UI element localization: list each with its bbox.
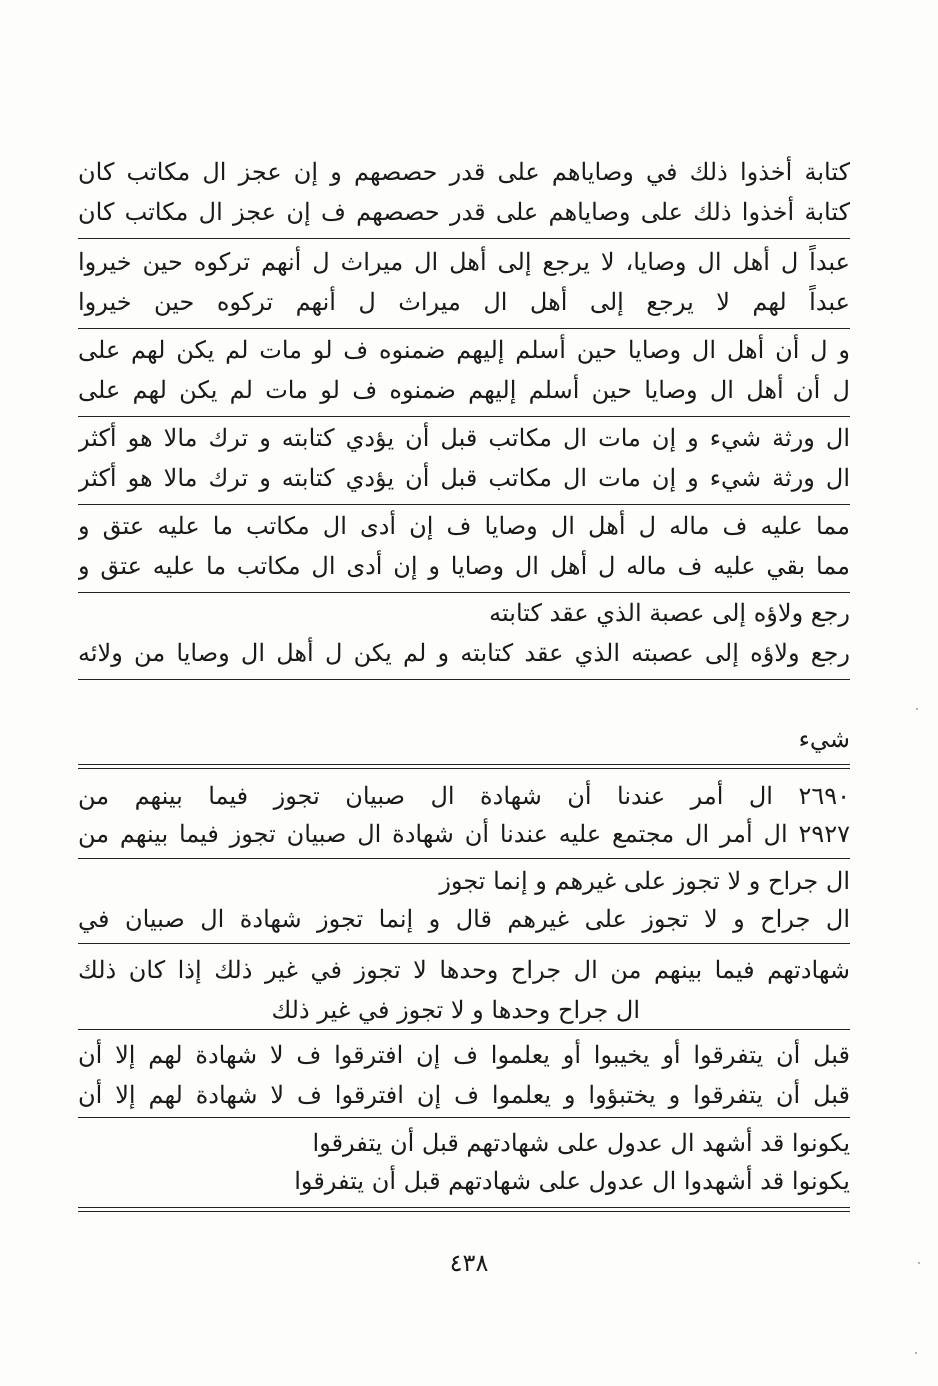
scan-speck (918, 1262, 920, 1264)
line-5a: مما عليه ف ماله ل أهل ال وصايا ف إن أدى ال مكاتب ما عليه عتق و (78, 512, 850, 540)
divider (78, 1117, 850, 1118)
divider (78, 504, 850, 505)
divider (78, 679, 850, 680)
divider (78, 238, 850, 239)
scan-speck (916, 708, 918, 710)
divider (78, 943, 850, 944)
line-7a: ٢٦٩٠ ال أمر عندنا أن شهادة ال صبيان تجوز فيما بينهم من (78, 782, 850, 810)
line-6b: رجع ولاؤه إلى عصبته الذي عقد كتابته و لم يكن ل أهل ال وصايا من ولائه (78, 639, 850, 667)
line-5b: مما بقي عليه ف ماله ل أهل ال وصايا و إن أدى ال مكاتب ما عليه عتق و (78, 552, 850, 580)
line-8b: ال جراح و لا تجوز على غيرهم قال و إنما تجوز شهادة ال صبيان في (78, 905, 850, 933)
line-8a: ال جراح و لا تجوز على غيرهم و إنما تجوز (439, 867, 850, 895)
line-1b: كتابة أخذوا ذلك على وصاياهم على قدر حصصهم ف إن عجز ال مكاتب كان (78, 198, 850, 226)
line-4b: ال ورثة شيء و إن مات ال مكاتب قبل أن يؤدي كتابته و ترك مالا هو أكثر (78, 464, 850, 492)
divider (78, 858, 850, 859)
line-2a: عبداً ل أهل ال وصايا، لا يرجع إلى أهل ال ميراث ل أنهم تركوه حين خيروا (78, 248, 850, 276)
line-10a: قبل أن يتفرقوا أو يخيبوا أو يعلموا ف إن افترقوا ف لا شهادة لهم إلا أن (78, 1041, 850, 1069)
page-number: ٤٣٨ (449, 1249, 489, 1277)
divider (78, 592, 850, 593)
divider (78, 416, 850, 417)
scan-speck (915, 1352, 917, 1354)
divider (78, 1029, 850, 1030)
line-1a: كتابة أخذوا ذلك في وصاياهم على قدر حصصهم و إن عجز ال مكاتب كان (78, 158, 850, 186)
line-6a: رجع ولاؤه إلى عصبة الذي عقد كتابته (489, 599, 850, 627)
section-double-rule (78, 1207, 850, 1212)
line-3a: و ل أن أهل ال وصايا حين أسلم إليهم ضمنوه ف لو مات لم يكن لهم على (78, 336, 850, 364)
line-9b: ال جراح وحدها و لا تجوز في غير ذلك (271, 996, 640, 1024)
line-11a: يكونوا قد أشهد ال عدول على شهادتهم قبل أن يتفرقوا (312, 1129, 850, 1157)
line-9a: شهادتهم فيما بينهم من ال جراح وحدها لا تجوز في غير ذلك إذا كان ذلك (78, 956, 850, 984)
carry-over-word: شيء (798, 725, 850, 753)
line-3b: ل أن أهل ال وصايا حين أسلم إليهم ضمنوه ف لو مات لم يكن لهم على (78, 376, 850, 404)
line-2b: عبداً لهم لا يرجع إلى أهل ال ميراث ل أنهم تركوه حين خيروا (78, 288, 850, 316)
section-double-rule (78, 764, 850, 769)
line-4a: ال ورثة شيء و إن مات ال مكاتب قبل أن يؤدي كتابته و ترك مالا هو أكثر (78, 424, 850, 452)
divider (78, 328, 850, 329)
line-7b: ٢٩٢٧ ال أمر ال مجتمع عليه عندنا أن شهادة ال صبيان تجوز فيما بينهم من (78, 820, 850, 848)
line-10b: قبل أن يتفرقوا و يختبؤوا و يعلموا ف إن افترقوا ف لا شهادة لهم إلا أن (78, 1081, 850, 1109)
line-11b: يكونوا قد أشهدوا ال عدول على شهادتهم قبل أن يتفرقوا (294, 1167, 850, 1195)
